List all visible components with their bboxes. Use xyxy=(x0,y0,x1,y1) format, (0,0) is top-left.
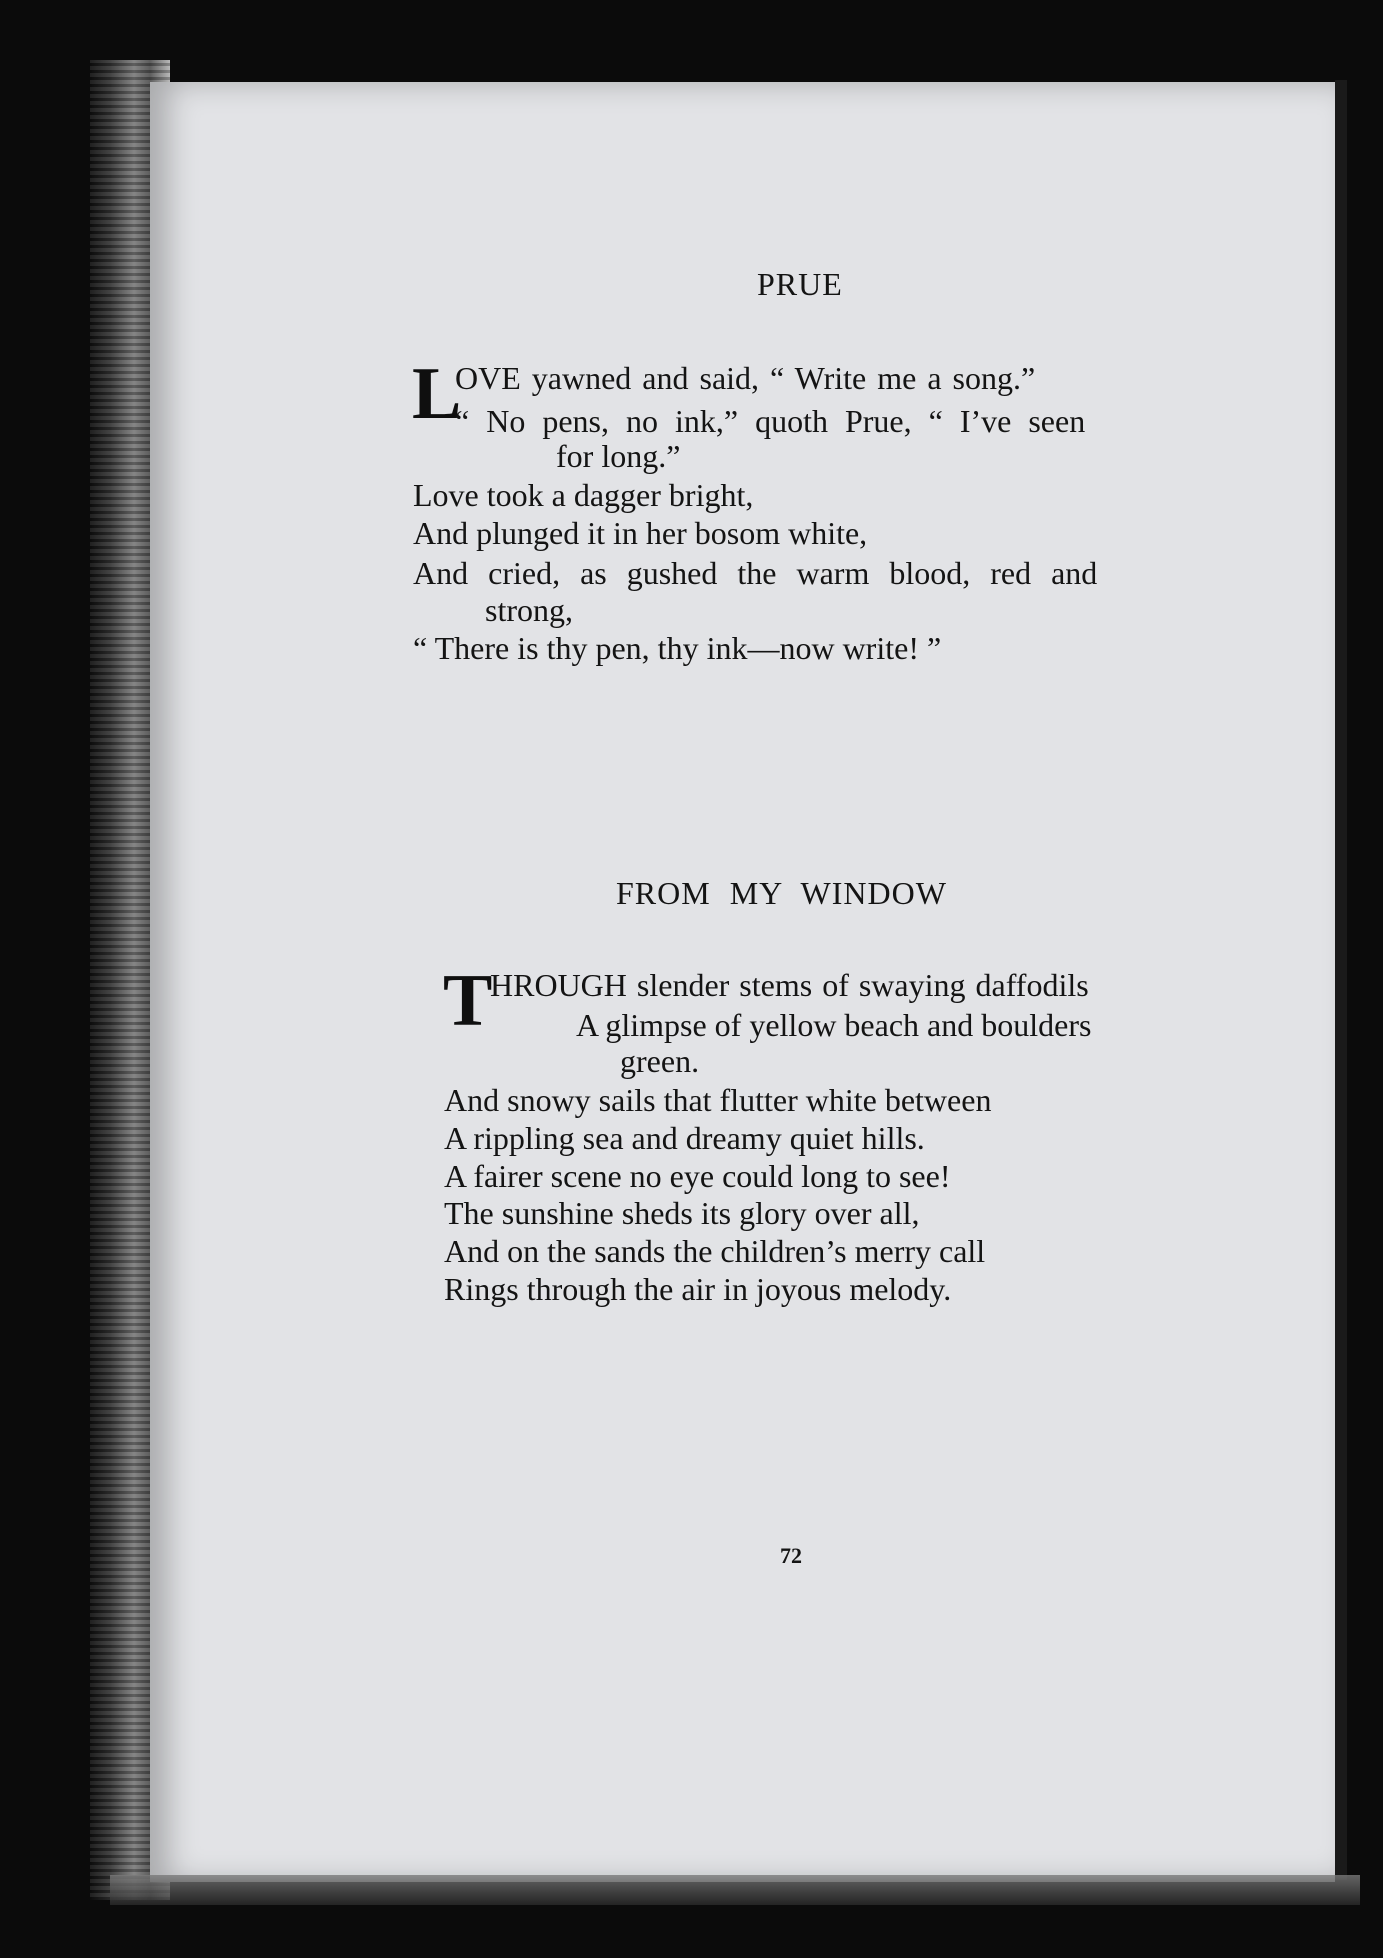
poem2-line-4: And snowy sails that flutter white between xyxy=(444,1082,992,1118)
poem1-line-8: “ There is thy pen, thy ink—now write! ” xyxy=(413,630,942,666)
poem-title-prue: PRUE xyxy=(757,266,843,302)
poem2-line-3: green. xyxy=(620,1043,700,1079)
poem1-line-7: strong, xyxy=(485,592,573,628)
poem2-line-8: And on the sands the children’s merry call xyxy=(444,1233,986,1269)
poem1-line-3: for long.” xyxy=(556,438,681,474)
poem2-line-2: A glimpse of yellow beach and boulders xyxy=(576,1007,1092,1043)
poem2-line-1: HROUGH slender stems of swaying daffodils xyxy=(490,967,1089,1003)
poem-title-from-my-window: FROM MY WINDOW xyxy=(616,875,947,911)
poem1-line-5: And plunged it in her bosom white, xyxy=(413,515,868,551)
poem2-line-6: A fairer scene no eye could long to see! xyxy=(444,1158,951,1194)
dropcap-l: L xyxy=(412,353,462,435)
poem1-line-4: Love took a dagger bright, xyxy=(413,477,754,513)
poem1-line-1: OVE yawned and said, “ Write me a song.” xyxy=(455,360,1036,396)
poem1-line-6: And cried, as gushed the warm blood, red and xyxy=(413,555,1098,591)
poem2-line-7: The sunshine sheds its glory over all, xyxy=(444,1195,920,1231)
dropcap-t: T xyxy=(443,960,493,1042)
page-bottom-edge xyxy=(110,1875,1360,1905)
poem2-line-5: A rippling sea and dreamy quiet hills. xyxy=(444,1120,925,1156)
page-number: 72 xyxy=(780,1543,802,1568)
poem1-line-2: “ No pens, no ink,” quoth Prue, “ I’ve seen xyxy=(455,403,1086,439)
page-gutter xyxy=(1335,80,1347,1880)
poem2-line-9: Rings through the air in joyous melody. xyxy=(444,1271,952,1307)
